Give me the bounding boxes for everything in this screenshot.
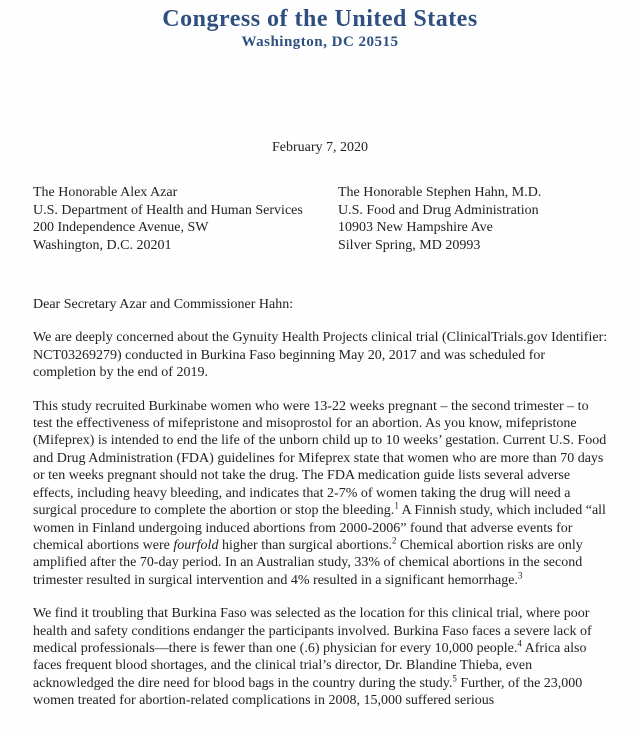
paragraph-2-italic: fourfold <box>173 537 219 553</box>
paragraph-2-text: This study recruited Burkinabe women who were 13-22 weeks pregnant – the second trimester – to test the effectiveness of mifepristone and misoprostol for an abortion. As you know, mifepristone (Mifeprex) is intended to end the life of the unborn child up to 10 weeks’ gestation. Current U.S. Food and Drug Administration (FDA) guidelines for Mifeprex state that women who are more than 70 days or ten weeks pregnant should not take the drug. The FDA medication guide lists several adverse effects, including heavy bleeding, and indicates that 2-7% of women taking the drug will need a surgical procedure to complete the abortion or stop the bleeding. <box>33 398 607 519</box>
paragraph-2-text: Chemical abortion risks are only amplified after the 70-day period. In an Australian study, 33% of chemical abortions in the second trimester resulted in surgical intervention and 4% resulted in a significant hemorrhage. <box>33 537 583 588</box>
paragraph-2-text: A Finnish study, which included “all women in Finland undergoing induced abortions from 2000-2006” found that adverse events for chemical abortions were <box>33 503 606 553</box>
paragraph-2-text: higher than surgical abortions. <box>218 537 392 553</box>
letterhead-subtitle: Washington, DC 20515 <box>241 34 399 50</box>
recipient-agency: U.S. Department of Health and Human Services <box>33 202 303 218</box>
footnote-ref-2: 2 <box>392 535 397 546</box>
footnote-ref-5: 5 <box>452 673 457 684</box>
paragraph-3-text: We find it troubling that Burkina Faso was selected as the location for this clinical trial, where poor health and safety conditions endanger the participants involved. Burkina Faso faces a severe lack of medical professionals—there is fewer than one (.6) physician for every 10,000 people. <box>33 606 592 656</box>
recipient-block-azar <box>33 184 338 254</box>
letterhead-title: Congress of the United States <box>162 6 478 32</box>
recipient-city: Silver Spring, MD 20993 <box>338 237 481 253</box>
paragraph-3 <box>33 605 610 709</box>
recipient-street: 10903 New Hampshire Ave <box>338 220 493 236</box>
footnote-ref-3: 3 <box>517 570 523 581</box>
recipient-block-hahn <box>338 184 622 254</box>
recipient-street: 200 Independence Avenue, SW <box>33 220 209 236</box>
recipient-blocks <box>33 184 622 254</box>
paragraph-3-text: Africa also faces frequent blood shortages, and the clinical trial’s director, Dr. Blandine Thieba, even acknowledged the dire need for blood bags in the country during the study. <box>33 640 587 691</box>
recipient-agency: U.S. Food and Drug Administration <box>338 202 539 218</box>
recipient-city: Washington, D.C. 20201 <box>33 237 172 253</box>
paragraph-3-text: Further, of the 23,000 women treated for abortion-related complications in 2008, 15,000 suffered serious <box>33 675 583 709</box>
salutation: Dear Secretary Azar and Commissioner Hahn: <box>33 297 294 313</box>
recipient-name: The Honorable Alex Azar <box>33 185 178 201</box>
footnote-ref-4: 4 <box>517 638 522 649</box>
letterhead <box>0 0 640 51</box>
recipient-name: The Honorable Stephen Hahn, M.D. <box>338 185 542 201</box>
paragraph-2 <box>33 398 610 589</box>
paragraph-1: We are deeply concerned about the Gynuity Health Projects clinical trial (ClinicalTrials.gov Identifier: NCT03269279) conducted in Burkina Faso beginning May 20, 2017 and was scheduled for completion by the end of 2019. <box>33 330 608 381</box>
letter-date: February 7, 2020 <box>271 140 369 155</box>
footnote-ref-1: 1 <box>394 500 399 511</box>
